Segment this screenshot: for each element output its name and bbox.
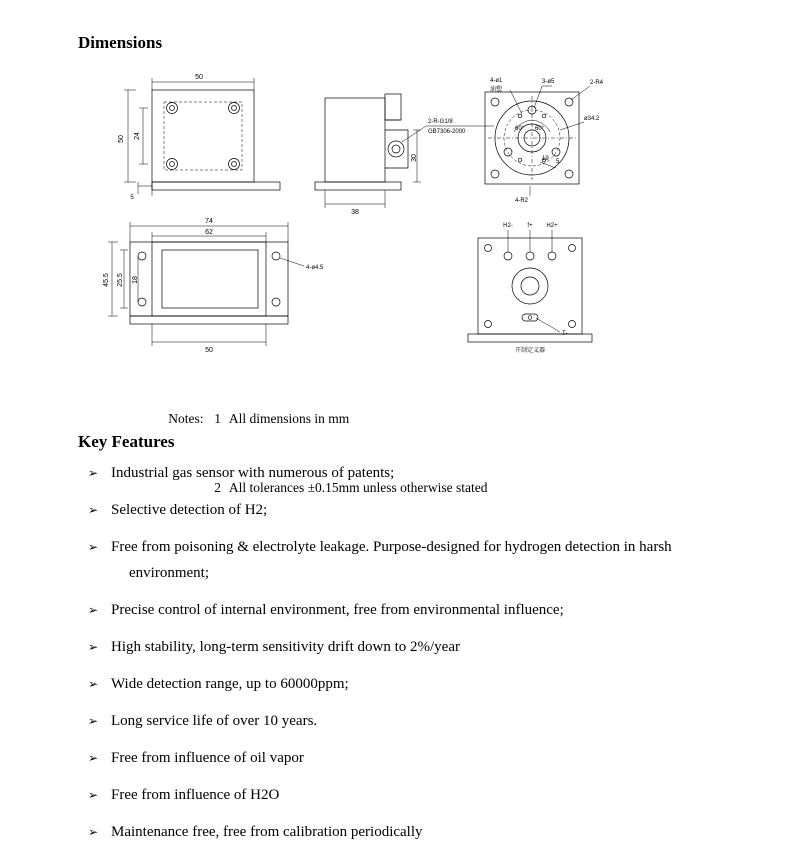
arrow-bullet-icon: ➢ xyxy=(88,751,99,765)
note-number: 1 xyxy=(214,411,221,426)
dim-top-foot: 5 xyxy=(130,195,134,201)
note-text: All tolerances ±0.15mm unless otherwise stated xyxy=(228,480,488,495)
label-f-plus: f+ xyxy=(527,223,533,229)
arrow-bullet-icon: ➢ xyxy=(88,603,99,617)
feature-text-continued: environment; xyxy=(129,565,209,581)
note-holes-line1: 4-ø1 xyxy=(490,78,503,84)
dim-side-width: 38 xyxy=(351,209,359,216)
arrow-bullet-icon: ➢ xyxy=(88,540,99,554)
note-angle-1: 60° xyxy=(515,126,525,132)
arrow-bullet-icon: ➢ xyxy=(88,503,99,517)
feature-text: Free from poisoning & electrolyte leakage. Purpose-designed for hydrogen detection in harsh xyxy=(111,539,672,555)
key-features-list xyxy=(88,460,748,856)
feature-text: Maintenance free, free from calibration periodically xyxy=(111,824,423,840)
list-item xyxy=(88,497,748,523)
list-item xyxy=(88,782,748,808)
label-h2-plus: H2+ xyxy=(546,223,558,229)
arrow-bullet-icon: ➢ xyxy=(88,714,99,728)
dim-inner-width: 62 xyxy=(205,229,213,236)
dim-top-height: 50 xyxy=(118,135,125,143)
list-item xyxy=(88,708,748,734)
drawing-front-view xyxy=(485,78,604,204)
feature-text: Free from influence of H2O xyxy=(111,787,280,803)
list-item xyxy=(88,534,748,586)
drawing-side-view xyxy=(315,94,494,216)
drawing-bottom-left-view xyxy=(103,218,324,354)
note-thread-line1: 2-R-G1/8 xyxy=(428,119,453,125)
arrow-bullet-icon: ➢ xyxy=(88,788,99,802)
page-title-dimensions: Dimensions xyxy=(78,33,163,52)
dim-height-2: 25.5 xyxy=(117,273,124,287)
label-h2-minus: H2- xyxy=(503,223,513,229)
note-diameter: ø34.2 xyxy=(584,116,600,122)
list-item xyxy=(88,819,748,845)
list-item xyxy=(88,634,748,660)
note-r4: 2-R4 xyxy=(590,80,604,86)
note-r2: 4-R2 xyxy=(515,198,529,204)
feature-text: Free from influence of oil vapor xyxy=(111,750,304,766)
dim-top-width: 50 xyxy=(195,74,203,81)
note-angle-2: 60° xyxy=(535,126,545,132)
note-thread-line2: GB7306-2000 xyxy=(428,129,466,135)
dim-height-1: 45.5 xyxy=(103,273,110,287)
feature-text: Long service life of over 10 years. xyxy=(111,713,318,729)
note-hole-45: 4-ø4.5 xyxy=(306,265,324,271)
arrow-bullet-icon: ➢ xyxy=(88,466,99,480)
note-holes-line2: 油塑 xyxy=(490,87,503,93)
note-holes-2: 3-ø5 xyxy=(542,79,555,85)
drawing-bottom-right-view xyxy=(468,223,592,354)
dim-5: 5 xyxy=(556,159,560,165)
notes-label: Notes: xyxy=(168,411,204,426)
list-item xyxy=(88,745,748,771)
dim-top-inner: 24 xyxy=(134,132,141,140)
note-text: All dimensions in mm xyxy=(228,411,350,426)
dim-19: 19 xyxy=(542,156,549,162)
feature-text: Precise control of internal environment, free from environmental influence; xyxy=(111,602,564,618)
arrow-bullet-icon: ➢ xyxy=(88,677,99,691)
feature-text: Selective detection of H2; xyxy=(111,502,268,518)
note-number: 2 xyxy=(214,480,221,495)
dim-base-width: 50 xyxy=(205,347,213,354)
dim-side-height: 30 xyxy=(411,154,418,162)
dim-height-3: 18 xyxy=(132,276,139,284)
list-item xyxy=(88,460,748,486)
feature-text: Industrial gas sensor with numerous of patents; xyxy=(111,465,395,481)
technical-drawing xyxy=(90,60,730,360)
label-t-minus: T- xyxy=(562,331,568,337)
feature-text: Wide detection range, up to 60000ppm; xyxy=(111,676,349,692)
feature-text-wrap xyxy=(111,534,748,586)
note-row xyxy=(148,384,488,453)
drawing-top-view xyxy=(118,74,280,201)
list-item xyxy=(88,597,748,623)
page-title-key-features: Key Features xyxy=(78,432,175,451)
dim-outer-width: 74 xyxy=(205,218,213,225)
list-item xyxy=(88,671,748,697)
feature-text: High stability, long-term sensitivity drift down to 2%/year xyxy=(111,639,460,655)
arrow-bullet-icon: ➢ xyxy=(88,825,99,839)
caption-bottom-right: 开制定义器 xyxy=(514,348,546,354)
arrow-bullet-icon: ➢ xyxy=(88,640,99,654)
